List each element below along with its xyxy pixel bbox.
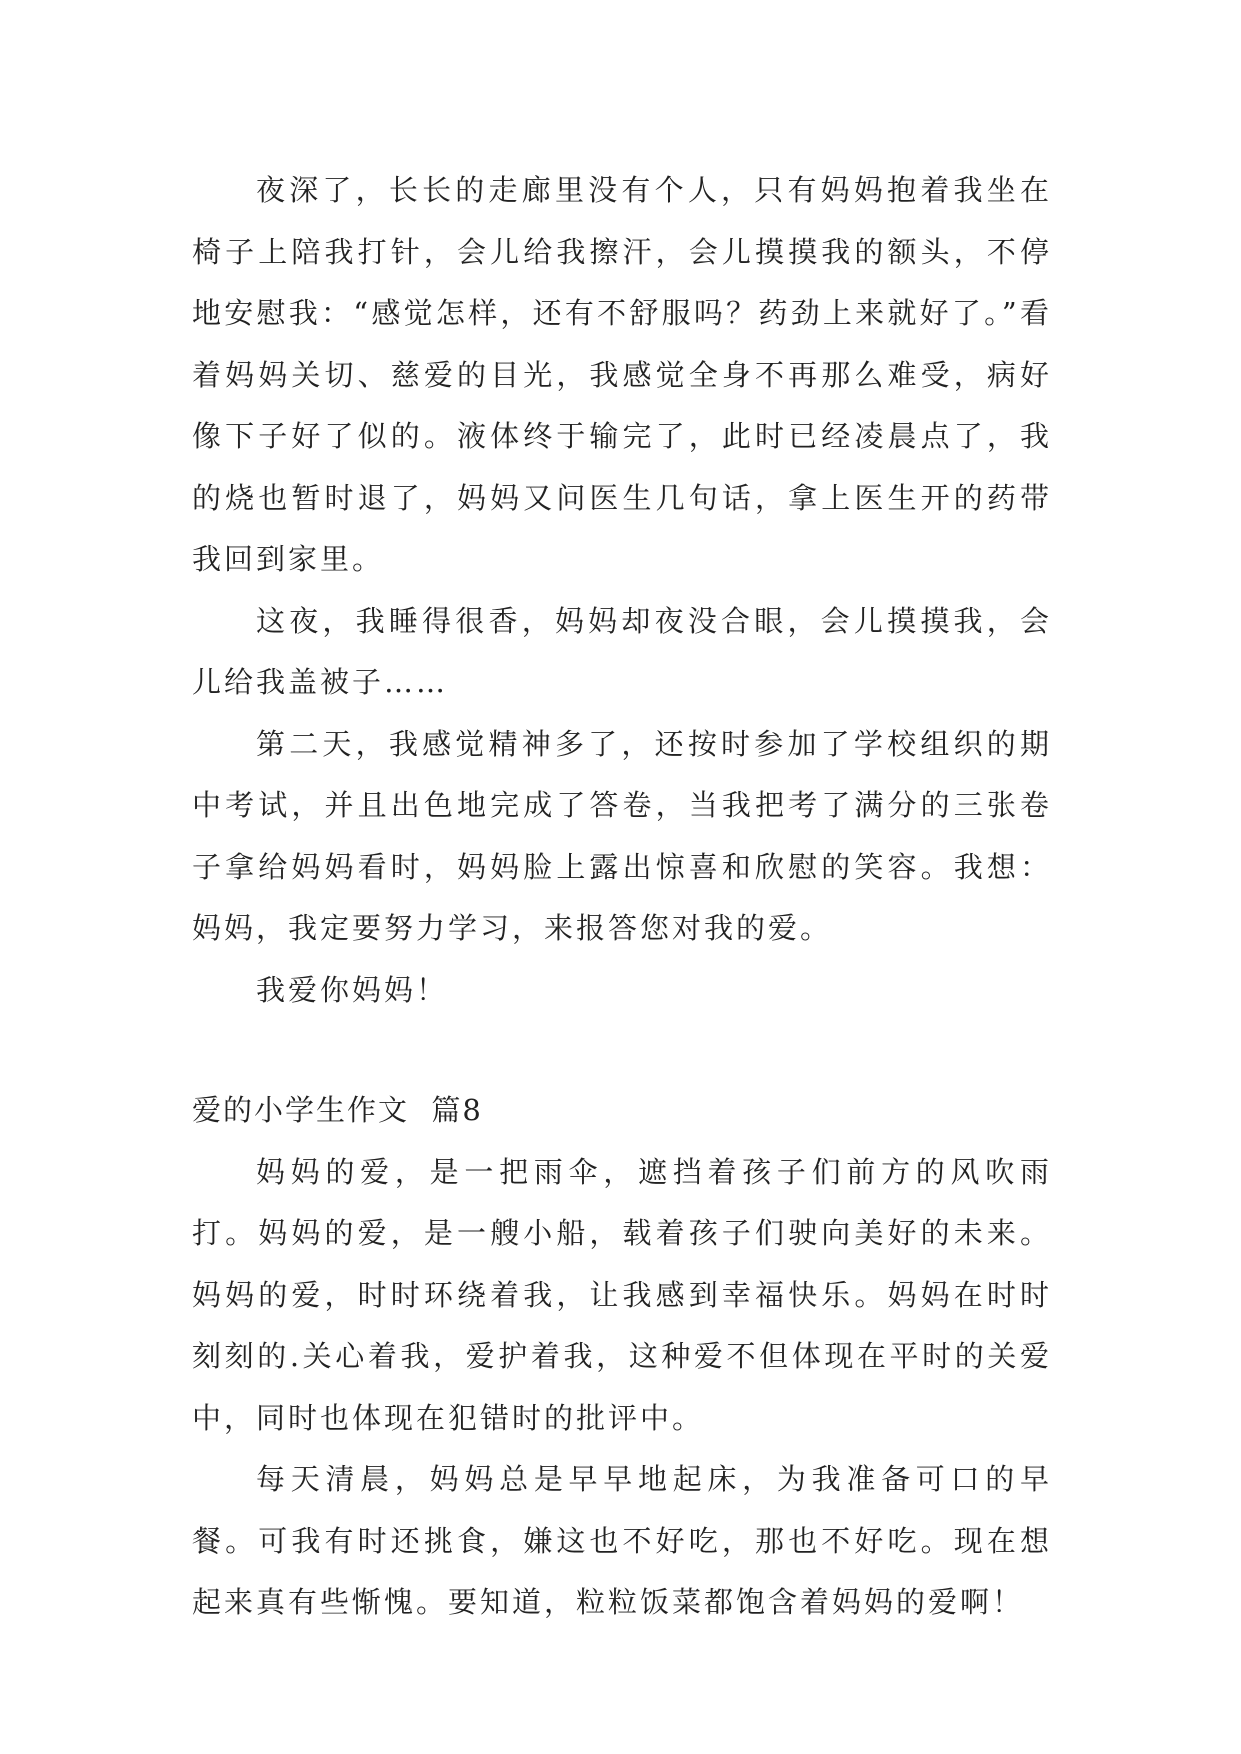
paragraph: 夜深了，长长的走廊里没有个人，只有妈妈抱着我坐在椅子上陪我打针，会儿给我擦汗，会儿摸摸我的额头，不停地安慰我：“感觉怎样，还有不舒服吗？药劲上来就好了。”看着妈妈关切、慈爱的目光，我感觉全身不再那么难受，病好像下子好了似的。液体终于输完了，此时已经凌晨点了，我的烧也暂时退了，妈妈又问医生几句话，拿上医生开的药带我回到家里。 — [192, 173, 1052, 576]
paragraph: 第二天，我感觉精神多了，还按时参加了学校组织的期中考试，并且出色地完成了答卷，当我把考了满分的三张卷子拿给妈妈看时，妈妈脸上露出惊喜和欣慰的笑容。我想：妈妈，我定要努力学习，来报答您对我的爱。 — [192, 726, 1052, 945]
paragraph: 我爱你妈妈！ — [256, 972, 449, 1007]
document-page — [192, 160, 1052, 1634]
paragraph: 每天清晨，妈妈总是早早地起床，为我准备可口的早餐。可我有时还挑食，嫌这也不好吃，那也不好吃。现在想起来真有些惭愧。要知道，粒粒饭菜都饱含着妈妈的爱啊！ — [192, 1462, 1052, 1619]
paragraph: 妈妈的爱，是一把雨伞，遮挡着孩子们前方的风吹雨打。妈妈的爱，是一艘小船，载着孩子们驶向美好的未来。妈妈的爱，时时环绕着我，让我感到幸福快乐。妈妈在时时刻刻的.关心着我，爱护着我，这种爱不但体现在平时的关爱中，同时也体现在犯错时的批评中。 — [192, 1154, 1052, 1435]
section-heading: 爱的小学生作文 篇8 — [192, 1093, 483, 1127]
paragraph: 这夜，我睡得很香，妈妈却夜没合眼，会儿摸摸我，会儿给我盖被子…… — [192, 603, 1052, 699]
